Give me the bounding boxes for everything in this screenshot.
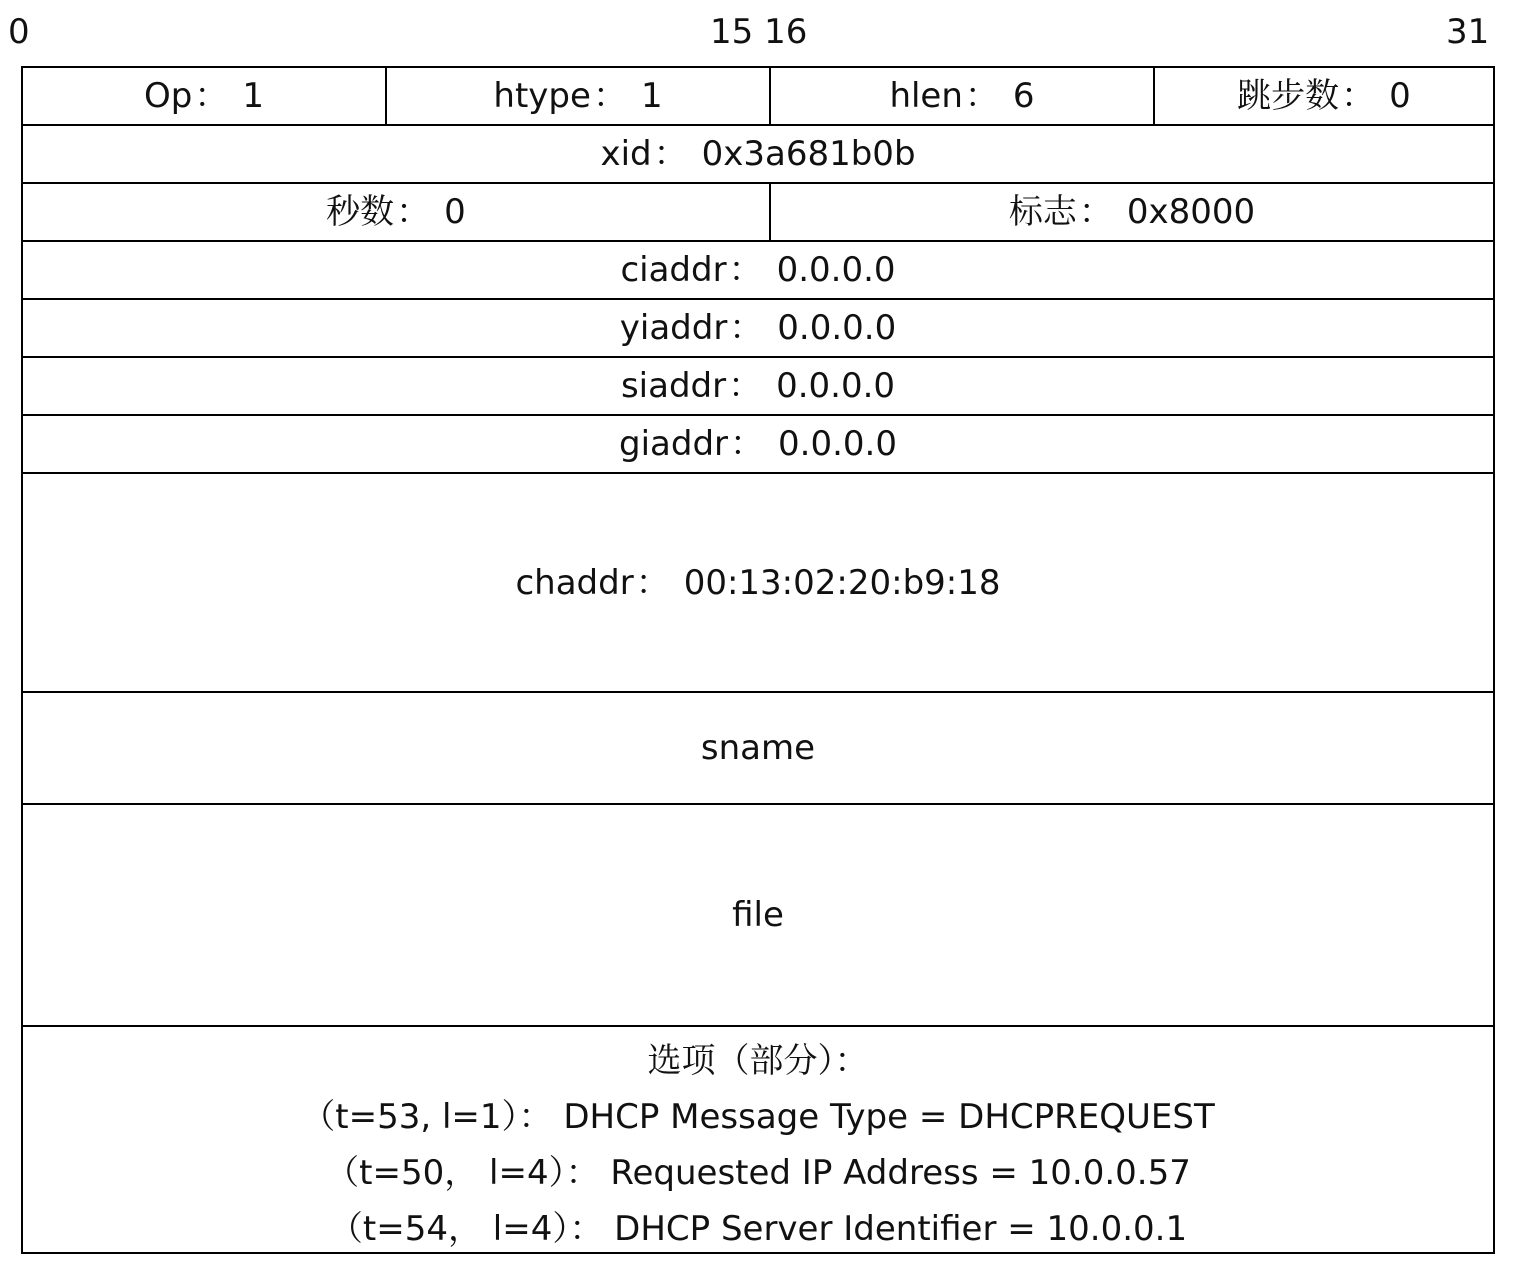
field-xid-value: 0x3a681b0b (701, 134, 916, 174)
field-separator: ： (1078, 192, 1113, 232)
row-ciaddr (23, 242, 1495, 300)
option-item-50: （t=50， l=4）： Requested IP Address = 10.0.0.57 (325, 1153, 1191, 1193)
field-separator: ： (730, 424, 765, 464)
field-giaddr-value: 0.0.0.0 (778, 424, 897, 464)
field-separator: ： (964, 76, 999, 116)
row-yiaddr (23, 300, 1495, 358)
field-hlen-value: 6 (1012, 76, 1035, 116)
field-htype-value: 1 (640, 76, 663, 116)
field-htype (387, 68, 771, 126)
field-chaddr-value: 00:13:02:20:b9:18 (683, 562, 1001, 603)
field-xid (23, 126, 1495, 184)
bit-label-start: 0 (8, 12, 30, 52)
field-separator: ： (729, 308, 764, 348)
row-secs-flags (23, 184, 1495, 242)
field-separator: ： (653, 134, 688, 174)
field-secs-value: 0 (444, 192, 466, 232)
field-chaddr (23, 474, 1495, 693)
option-item-53: （t=53, l=1）： DHCP Message Type = DHCPREQUEST (301, 1097, 1215, 1137)
field-file-label: file (732, 895, 784, 935)
field-op (23, 68, 387, 126)
field-flags-value: 0x8000 (1126, 192, 1256, 232)
field-siaddr-value: 0.0.0.0 (776, 366, 896, 406)
field-hops-value: 0 (1389, 76, 1411, 116)
dhcp-packet-diagram (21, 66, 1495, 1254)
field-hlen (771, 68, 1155, 126)
field-chaddr-label: chaddr (515, 562, 634, 603)
row-op-htype-hlen-hops (23, 68, 1495, 126)
row-xid (23, 126, 1495, 184)
field-yiaddr-label: yiaddr (619, 308, 728, 348)
field-op-label: Op (144, 76, 193, 116)
field-options (23, 1027, 1495, 1254)
options-title: 选项（部分）： (647, 1041, 869, 1081)
field-op-value: 1 (242, 76, 264, 116)
row-giaddr (23, 416, 1495, 474)
field-flags (771, 184, 1495, 242)
field-sname (23, 693, 1495, 805)
field-hops-label: 跳步数 (1237, 76, 1340, 116)
field-file (23, 805, 1495, 1027)
field-siaddr (23, 358, 1495, 416)
field-giaddr (23, 416, 1495, 474)
field-separator: ： (592, 76, 627, 116)
bit-label-middle: 15 16 (710, 12, 808, 52)
field-ciaddr-label: ciaddr (620, 250, 727, 290)
field-htype-label: htype (493, 76, 591, 116)
field-hlen-label: hlen (889, 76, 963, 116)
field-ciaddr (23, 242, 1495, 300)
field-yiaddr-value: 0.0.0.0 (777, 308, 897, 348)
field-secs (23, 184, 771, 242)
field-separator: ： (728, 250, 763, 290)
field-separator: ： (1341, 76, 1376, 116)
field-secs-label: 秒数 (326, 192, 395, 232)
row-chaddr (23, 474, 1495, 693)
field-xid-label: xid (600, 134, 652, 174)
row-sname (23, 693, 1495, 805)
field-hops (1155, 68, 1495, 126)
field-siaddr-label: siaddr (620, 366, 727, 406)
field-giaddr-label: giaddr (619, 424, 729, 464)
bit-label-end: 31 (1446, 12, 1490, 52)
field-separator: ： (728, 366, 763, 406)
row-options (23, 1027, 1495, 1254)
field-ciaddr-value: 0.0.0.0 (776, 250, 896, 290)
field-separator: ： (635, 562, 670, 603)
row-siaddr (23, 358, 1495, 416)
field-yiaddr (23, 300, 1495, 358)
field-separator: ： (396, 192, 431, 232)
option-item-54: （t=54， l=4）： DHCP Server Identifier = 10.0.0.1 (328, 1209, 1188, 1249)
field-flags-label: 标志 (1008, 192, 1077, 232)
field-separator: ： (194, 76, 229, 116)
field-sname-label: sname (700, 728, 816, 768)
row-file (23, 805, 1495, 1027)
